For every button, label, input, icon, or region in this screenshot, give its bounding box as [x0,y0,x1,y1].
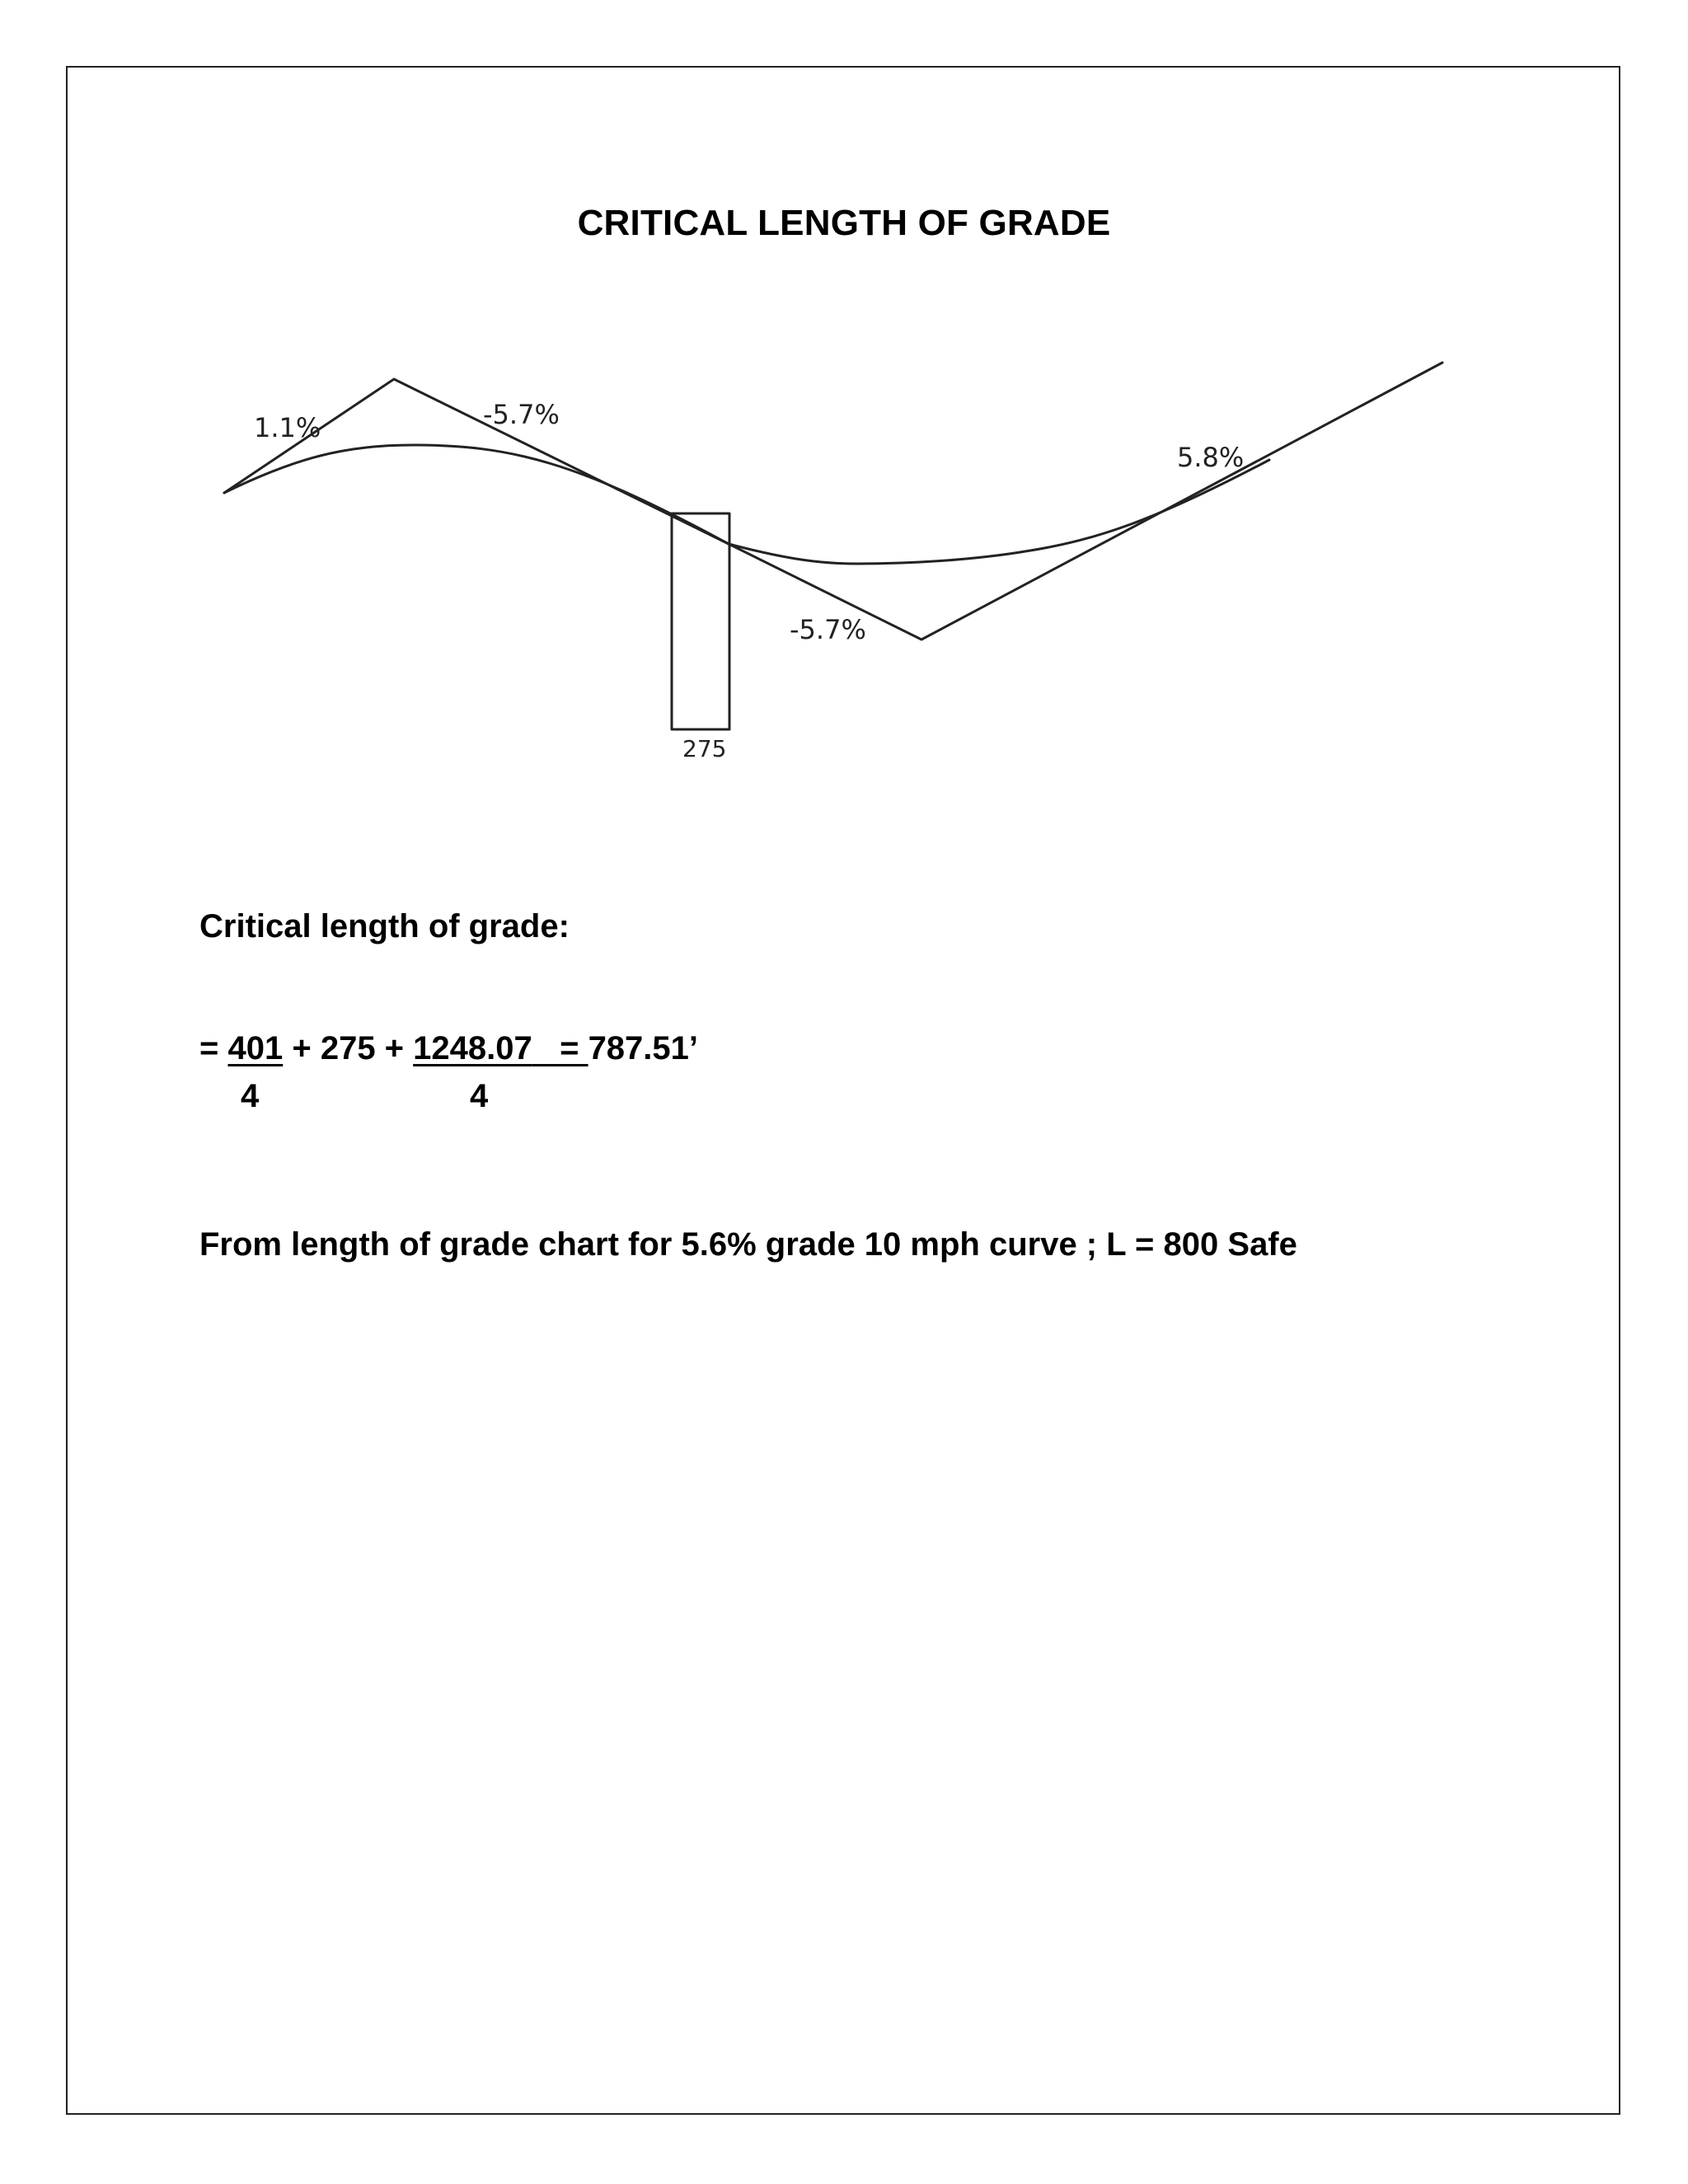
length-label: 275 [682,735,727,762]
equation-prefix: = [199,1030,228,1066]
conclusion-text: From length of grade chart for 5.6% grade 10 mph curve ; L = 800 Safe [199,1226,1297,1263]
term1-denominator: 4 [241,1078,260,1114]
calculation-equation [199,1030,698,1067]
term2-numerator-value: 1248.07 [413,1030,532,1066]
grade-label-1: 1.1% [254,412,321,443]
term2-denominator: 4 [470,1078,489,1114]
term1-numerator: 401 [227,1030,284,1066]
sag-vertical-curve [729,460,1269,564]
equation-middle: + 275 + [283,1030,414,1066]
grade-label-3: -5.7% [790,614,866,645]
equation-result: 787.51’ [588,1030,699,1066]
term2-numerator [413,1030,588,1066]
term2-tail: = [532,1030,588,1066]
grade-label-4: 5.8% [1177,442,1245,473]
calculation-heading: Critical length of grade: [199,908,570,944]
vertical-profile-diagram [0,0,1688,824]
length-box [672,513,729,729]
grade-label-2: -5.7% [483,399,560,430]
page-title: CRITICAL LENGTH OF GRADE [577,203,1111,243]
grade-tangent-lines [224,363,1442,640]
crest-vertical-curve [224,445,729,544]
